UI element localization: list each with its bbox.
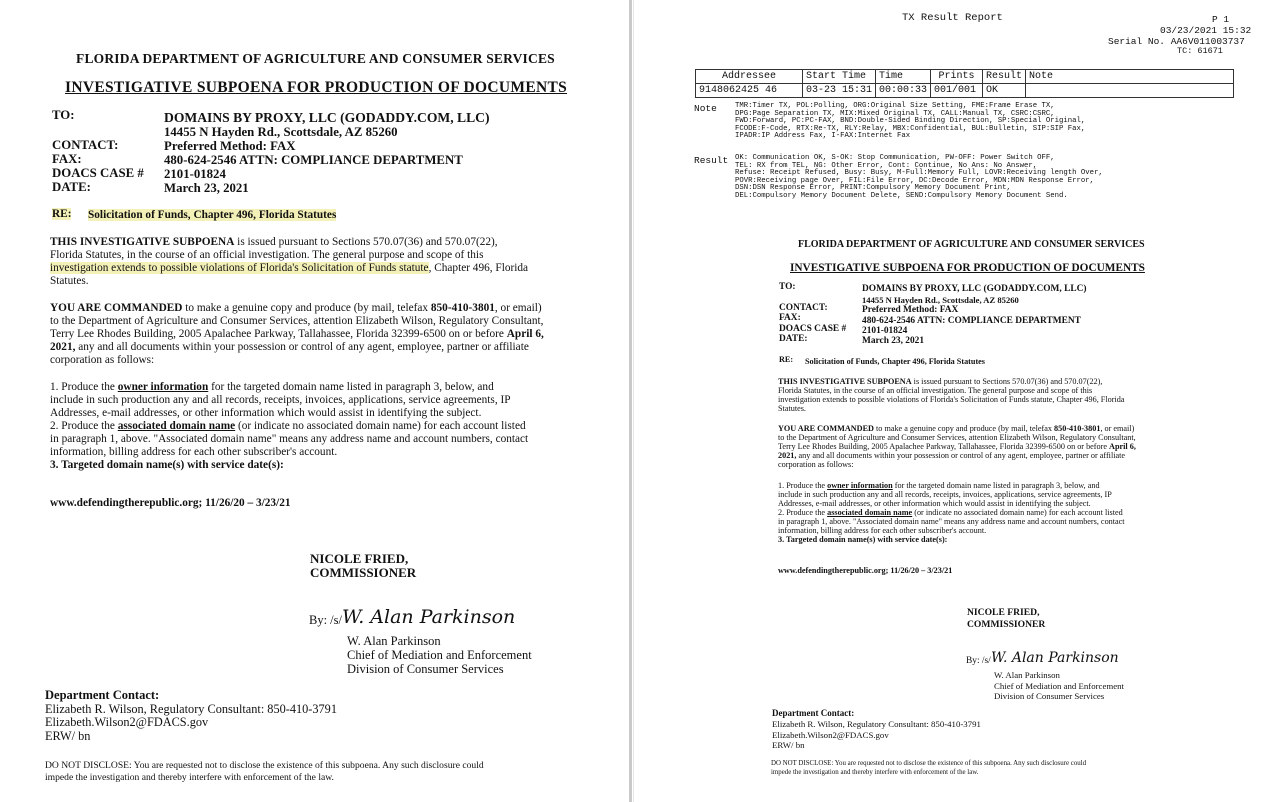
tx-tc: TC: 61671 [1177, 46, 1223, 56]
fax-dept-contact-block [772, 719, 981, 751]
fax-label: FAX: [52, 152, 82, 166]
signer-name: W. Alan Parkinson [347, 634, 441, 648]
fax-item-1-line-2: include in such production any and all records, receipts, invoices, applications, service agreements, IP [778, 490, 1112, 499]
fax-page-right [634, 0, 1280, 802]
tx-result-line: DSN:DSN Response Error, PRINT:Compulsory Memory Document Print, [735, 184, 1011, 193]
command-line-3: Terry Lee Rhodes Building, 2005 Apalachee Parkway, Tallahassee, Florida 32399-6500 on or before April 6, [50, 328, 544, 340]
tx-result-label: Result [694, 155, 729, 166]
fax-date-label: DATE: [779, 334, 808, 344]
fax-command-line-2: to the Department of Agriculture and Consumer Services, attention Elizabeth Wilson, Regulatory Consultant, [778, 433, 1136, 442]
to-label: TO: [52, 108, 75, 122]
intro-line-2: Florida Statutes, in the course of an official investigation. The general purpose and scope of this [50, 249, 484, 261]
non-disclosure-line-1: DO NOT DISCLOSE: You are requested not to disclose the existence of this subpoena. Any such disclosure could [45, 760, 484, 771]
tx-note-label: Note [694, 103, 717, 114]
item-3-line: 3. Targeted domain name(s) with service date(s): [50, 459, 284, 471]
commissioner-title: COMMISSIONER [310, 565, 417, 580]
case-label: DOACS CASE # [52, 166, 144, 180]
item-2-line-3: information, billing address for each other subscriber's account. [50, 446, 338, 458]
tx-result-line: DEL:Compulsory Memory Document Delete, SEND:Compulsory Memory Document Send. [735, 191, 1068, 200]
fax-item-1-line-3: Addresses, e-mail addresses, or other information which would assist in identifying the subject. [778, 499, 1091, 508]
fax-signer-name: W. Alan Parkinson [994, 670, 1060, 680]
tx-cell-start-time: 03-23 15:31 [803, 84, 876, 98]
fax-dept-contact-line-3: ERW/ bn [772, 740, 805, 751]
tx-note-legend [735, 103, 1085, 141]
item-2-line-1: 2. Produce the associated domain name (or indicate no associated domain name) for each account listed [50, 420, 526, 432]
fax-command-line-4: 2021, any and all documents within your possession or control of any agent, employee, partner or affiliate [778, 451, 1126, 460]
tx-result-line: OK: Communication OK, S-OK: Stop Communication, PW-OFF: Power Switch OFF, [735, 154, 1055, 162]
fax-case-value: 2101-01824 [862, 326, 908, 336]
to-name: DOMAINS BY PROXY, LLC (GODADDY.COM, LLC) [164, 110, 490, 125]
signature: W. Alan Parkinson [342, 606, 516, 628]
contact-label: CONTACT: [52, 138, 119, 152]
fax-fax-value: 480-624-2546 ATTN: COMPLIANCE DEPARTMENT [862, 316, 1081, 326]
dept-contact-label: Department Contact: [45, 688, 160, 702]
dept-contact-line-2: Elizabeth.Wilson2@FDACS.gov [45, 715, 209, 730]
intro-line-4: Statutes. [50, 275, 89, 287]
fax-commissioner-name: NICOLE FRIED, [967, 607, 1040, 618]
non-disclosure-notice [45, 760, 484, 783]
fax-item-2-line-3: information, billing address for each other subscriber's account. [778, 526, 987, 535]
intro-line-1: THIS INVESTIGATIVE SUBPOENA is issued pursuant to Sections 570.07(36) and 570.07(22), [50, 236, 498, 248]
fax-intro-line-4: Statutes. [778, 404, 806, 413]
agency-heading: FLORIDA DEPARTMENT OF AGRICULTURE AND CONSUMER SERVICES [76, 51, 555, 66]
fax-targeted-domain: www.defendingtherepublic.org; 11/26/20 – 3/23/21 [778, 566, 953, 575]
fax-item-3-line: 3. Targeted domain name(s) with service date(s): [778, 535, 948, 544]
case-value: 2101-01824 [164, 167, 226, 181]
dept-contact-line-1: Elizabeth R. Wilson, Regulatory Consultant: 850-410-3791 [45, 702, 337, 716]
page-divider [629, 0, 632, 802]
fax-command-line-3: Terry Lee Rhodes Building, 2005 Apalachee Parkway, Tallahassee, Florida 32399-6500 on or before April 6, [778, 442, 1136, 451]
tx-header-time: Time [876, 70, 931, 84]
item-1-line-3: Addresses, e-mail addresses, or other information which would assist in identifying the subject. [50, 407, 482, 419]
fax-to-name: DOMAINS BY PROXY, LLC (GODADDY.COM, LLC) [862, 284, 1087, 294]
item-2-line-2: in paragraph 1, above. "Associated domain name" means any address name and account numbers, contact [50, 433, 529, 445]
targeted-domain: www.defendingtherepublic.org; 11/26/20 – 3/23/21 [50, 497, 291, 509]
command-line-2: to the Department of Agriculture and Consumer Services, attention Elizabeth Wilson, Regulatory Consultant, [50, 315, 544, 327]
fax-intro-line-1: THIS INVESTIGATIVE SUBPOENA is issued pursuant to Sections 570.07(36) and 570.07(22), [778, 377, 1103, 386]
fax-fax-label: FAX: [779, 313, 801, 323]
signer-title-1: Chief of Mediation and Enforcement [347, 648, 532, 662]
tx-cell-result: OK [983, 84, 1026, 98]
tx-result-legend [735, 155, 1103, 201]
fax-dept-contact-label: Department Contact: [772, 708, 855, 718]
fax-commissioner-block [967, 607, 1045, 631]
tx-table-header-row [696, 70, 1234, 84]
fax-commissioner-title: COMMISSIONER [967, 619, 1046, 630]
tx-serial: Serial No. AA6V011003737 [1108, 36, 1245, 47]
item-1-line-1: 1. Produce the owner information for the targeted domain name listed in paragraph 3, below, and [50, 381, 494, 393]
tx-header-prints: Prints [931, 70, 983, 84]
signer-block [347, 634, 532, 676]
fax-command-line-5: corporation as follows: [778, 460, 854, 469]
contact-value: Preferred Method: FAX [164, 139, 296, 153]
fax-intro-line-3: investigation extends to possible violations of Florida's Solicitation of Funds statute, Chapter 496, Florida [778, 395, 1125, 404]
non-disclosure-line-2: impede the investigation and thereby interfere with enforcement of the law. [45, 771, 334, 783]
dept-contact-block [45, 703, 337, 743]
item-1-line-2: include in such production any and all records, receipts, invoices, applications, service agreements, IP [50, 394, 511, 406]
command-line-4: 2021, any and all documents within your possession or control of any agent, employee, partner or affiliate [50, 341, 529, 353]
tx-note-line: FCODE:F-Code, RTX:Re-TX, RLY:Relay, MBX:Confidential, BUL:Bulletin, SIP:SIP Fax, [735, 124, 1086, 133]
tx-datetime: 03/23/2021 15:32 [1160, 25, 1252, 36]
fax-to-address: 14455 N Hayden Rd., Scottsdale, AZ 85260 [862, 295, 1019, 305]
tx-cell-time: 00:00:33 [876, 84, 931, 98]
fax-item-2-line-2: in paragraph 1, above. "Associated domain name" means any address name and account numbers, contact [778, 517, 1125, 526]
tx-result-line: TEL: RX from TEL, NG: Other Error, Cont: Continue, No Ans: No Answer, [735, 161, 1038, 170]
date-value: March 23, 2021 [164, 181, 249, 195]
tx-note-line: TMR:Timer TX, POL:Polling, ORG:Original Size Setting, FME:Frame Erase TX, [735, 102, 1055, 110]
fax-signer-title-1: Chief of Mediation and Enforcement [994, 680, 1124, 691]
fax-contact-label: CONTACT: [779, 303, 828, 313]
tx-header-result: Result [983, 70, 1026, 84]
fax-re-value: Solicitation of Funds, Chapter 496, Florida Statutes [805, 357, 985, 366]
tx-cell-prints: 001/001 [931, 84, 983, 98]
fax-signer-title-2: Division of Consumer Services [994, 691, 1105, 701]
fax-contact-value: Preferred Method: FAX [862, 305, 959, 315]
signer-title-2: Division of Consumer Services [347, 662, 504, 676]
fax-item-2-line-1: 2. Produce the associated domain name (or indicate no associated domain name) for each account listed [778, 508, 1123, 517]
fax-dept-contact-line-1: Elizabeth R. Wilson, Regulatory Consultant: 850-410-3791 [772, 719, 981, 729]
intro-line-3: investigation extends to possible violations of Florida's Solicitation of Funds statute, Chapter 496, Florida [50, 262, 529, 274]
fax-document-title: INVESTIGATIVE SUBPOENA FOR PRODUCTION OF DOCUMENTS [790, 262, 1145, 274]
re-label: RE: [52, 208, 72, 220]
fax-non-disclosure-line-2: impede the investigation and thereby interfere with enforcement of the law. [771, 768, 979, 776]
tx-note-line: FWD:Forward, PC:PC-FAX, BND:Double-Sided Binding Direction, SP:Special Original, [735, 117, 1086, 126]
fax-non-disclosure-line-1: DO NOT DISCLOSE: You are requested not to disclose the existence of this subpoena. Any such disclosure could [771, 760, 1087, 767]
fax-intro-line-2: Florida Statutes, in the course of an official investigation. The general purpose and scope of this [778, 386, 1093, 395]
commissioner-block [310, 552, 416, 580]
re-value: Solicitation of Funds, Chapter 496, Florida Statutes [88, 209, 337, 221]
fax-value: 480-624-2546 ATTN: COMPLIANCE DEPARTMENT [164, 153, 463, 167]
fax-case-label: DOACS CASE # [779, 324, 847, 334]
tx-report-title: TX Result Report [902, 12, 1003, 24]
fax-agency-heading: FLORIDA DEPARTMENT OF AGRICULTURE AND CONSUMER SERVICES [798, 239, 1145, 250]
command-line-1: YOU ARE COMMANDED to make a genuine copy and produce (by mail, telefax 850-410-3801, or email) [50, 302, 542, 314]
to-address: 14455 N Hayden Rd., Scottsdale, AZ 85260 [164, 125, 398, 139]
tx-result-line: POVR:Receiving page Over, FIL:File Error, DC:Decode Error, MDN:MDN Response Error, [735, 176, 1095, 185]
tx-result-table [695, 69, 1234, 98]
fax-non-disclosure-notice [771, 760, 1086, 777]
fax-signer-block [994, 670, 1124, 702]
fax-item-1-line-1: 1. Produce the owner information for the targeted domain name listed in paragraph 3, below, and [778, 481, 1100, 490]
fax-to-label: TO: [779, 282, 796, 292]
fax-signature: W. Alan Parkinson [991, 650, 1119, 666]
commissioner-name: NICOLE FRIED, [310, 551, 409, 566]
tx-table-row [696, 84, 1234, 98]
tx-header-start-time: Start Time [803, 70, 876, 84]
command-line-5: corporation as follows: [50, 354, 155, 366]
document-title: INVESTIGATIVE SUBPOENA FOR PRODUCTION OF DOCUMENTS [65, 79, 568, 96]
fax-re-label: RE: [779, 355, 794, 364]
fax-by-label: By: /s/ [966, 656, 991, 666]
tx-note-line: DPG:Page Separation TX, MIX:Mixed Original TX, CALL:Manual TX, CSRC:CSRC, [735, 109, 1055, 118]
tx-cell-addressee: 9148062425 46 [696, 84, 803, 98]
subpoena-page-left [0, 0, 629, 802]
tx-cell-note [1026, 84, 1234, 98]
by-label: By: /s/ [309, 613, 342, 627]
fax-dept-contact-line-2: Elizabeth.Wilson2@FDACS.gov [772, 729, 889, 740]
date-label: DATE: [52, 180, 91, 194]
tx-page-number: P 1 [1212, 14, 1230, 25]
fax-command-line-1: YOU ARE COMMANDED to make a genuine copy and produce (by mail, telefax 850-410-3801, or email) [778, 424, 1135, 433]
dept-contact-line-3: ERW/ bn [45, 728, 91, 743]
tx-header-note: Note [1026, 70, 1234, 84]
tx-header-addressee: Addressee [696, 70, 803, 84]
tx-result-line: Refuse: Receipt Refused, Busy: Busy, M-Full:Memory Full, LOVR:Receiving length Over, [735, 169, 1103, 178]
tx-note-line: IPADR:IP Address Fax, I-FAX:Internet Fax [735, 132, 911, 141]
fax-date-value: March 23, 2021 [862, 336, 925, 346]
